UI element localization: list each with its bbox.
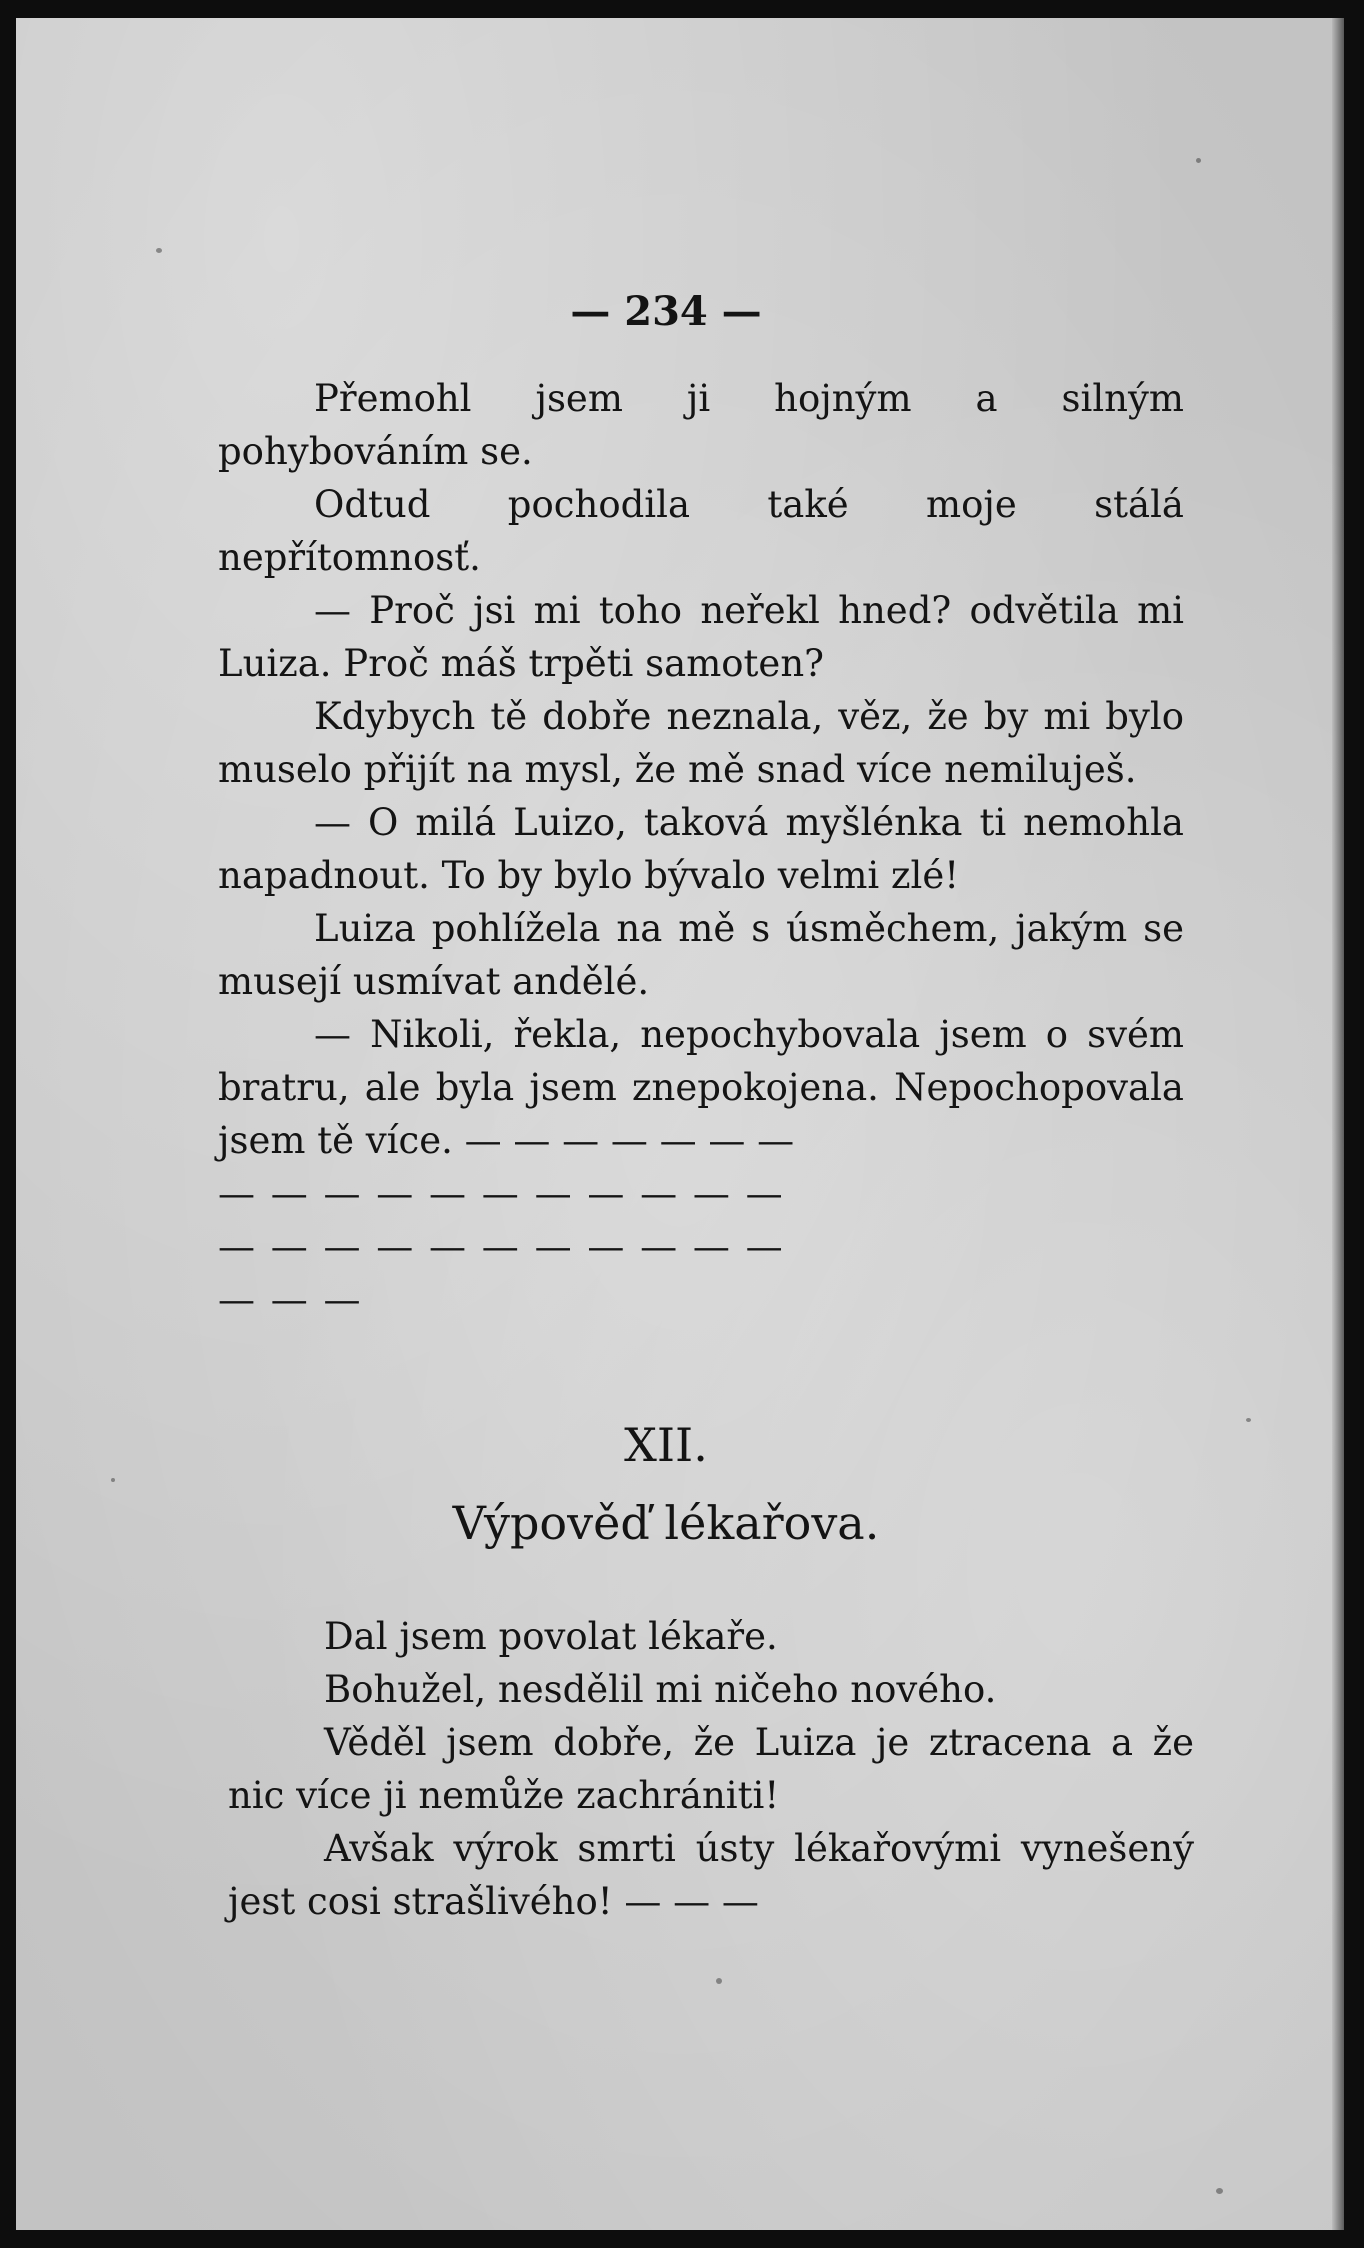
text-block-main (218, 372, 1184, 1326)
page-number: — 234 — (570, 288, 762, 335)
paragraph: Věděl jsem dobře, že Luiza je ztracena a že nic více ji nemůže zachrániti! (228, 1721, 1194, 1817)
chapter-title: Výpověď lékařova. (452, 1496, 880, 1550)
paragraph: Dal jsem povolat lékaře. (324, 1615, 778, 1658)
ellipsis-dash-line: — — — — — — — — — — — (218, 1172, 785, 1215)
paragraph: Přemohl jsem ji hojným a silným pohybováním se. (218, 377, 1184, 473)
paragraph: — Nikoli, řekla, nepochybovala jsem o svém bratru, ale byla jsem znepokojena. Nepochopovala jsem tě více. — — — — — — — (218, 1013, 1184, 1162)
paragraph: — Proč jsi mi toho neřekl hned? odvětila mi Luiza. Proč máš trpěti samoten? (218, 589, 1184, 685)
ellipsis-dash-line: — — — — — — — — — — — (218, 1225, 785, 1268)
paragraph: Avšak výrok smrti ústy lékařovými vynešený jest cosi strašlivého! — — — (228, 1827, 1194, 1923)
paragraph: Odtud pochodila také moje stálá nepřítomnosť. (218, 483, 1184, 579)
paragraph: Luiza pohlížela na mě s úsměchem, jakým se musejí usmívat andělé. (218, 907, 1184, 1003)
paragraph: Kdybych tě dobře neznala, věz, že by mi bylo muselo přijít na mysl, že mě snad více nemiluješ. (218, 695, 1184, 791)
text-block-chapter (228, 1610, 1194, 1928)
ellipsis-dash-line: — — — (218, 1278, 363, 1321)
chapter-number: XII. (624, 1418, 708, 1472)
paragraph: Bohužel, nesdělil mi ničeho nového. (324, 1668, 997, 1711)
paragraph: — O milá Luizo, taková myšlénka ti nemohla napadnout. To by bylo bývalo velmi zlé! (218, 801, 1184, 897)
page-edge-shadow (1332, 18, 1344, 2230)
